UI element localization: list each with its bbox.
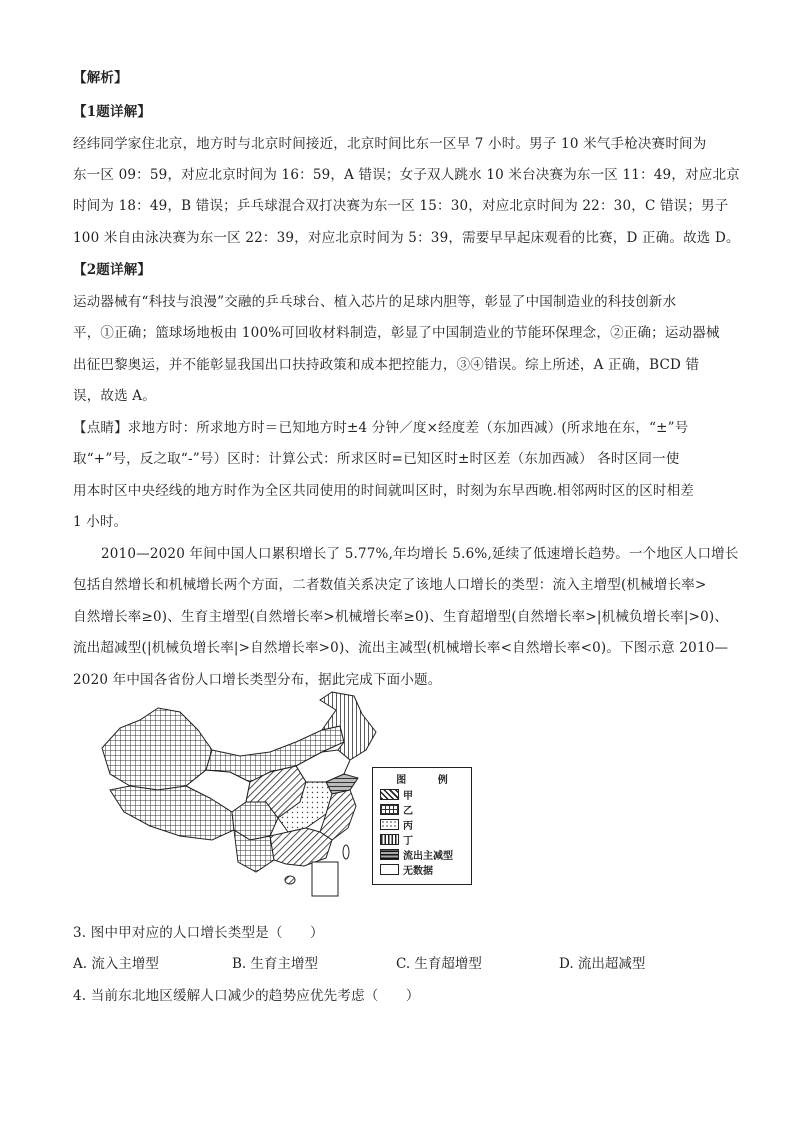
legend-item-ding (380, 834, 413, 845)
material-line-1: 2010—2020 年间中国人口累积增长了 5.77%,年均增长 5.6%,延续了低速增长趋势。一个地区人口增长 (101, 546, 739, 562)
material-line-4: 流出超减型(|机械负增长率|>自然增长率>0)、流出主减型(机械增长率<自然增长率<0)。下图示意 2010— (73, 640, 729, 656)
question-3-stem: 3. 图中甲对应的人口增长类型是（ ） (73, 925, 324, 941)
legend-swatch-bing (380, 819, 399, 830)
question-3-choice-a[interactable]: A. 流入主增型 (73, 956, 159, 972)
question-4-stem: 4. 当前东北地区缓解人口减少的趋势应优先考虑（ ） (73, 988, 420, 1004)
q1-text-line-2: 东一区 09：59，对应北京时间为 16：59，A 错误；女子双人跳水 10 米台决赛为东一区 11：49，对应北京 (73, 167, 740, 183)
map-legend (372, 767, 472, 885)
q2-text-line-3: 出征巴黎奥运，并不能彰显我国出口扶持政策和成本把控能力，③④错误。综上所述，A 正确，BCD 错 (73, 357, 700, 373)
tip-text-line-1: 【点睛】求地方时：所求地方时＝已知地方时±4 分钟／度×经度差（东加西减）(所求地在东，“±”号 (73, 420, 689, 436)
legend-label-bing: 丙 (403, 821, 413, 832)
legend-title: 图 例 (396, 775, 462, 786)
tip-text-line-2: 取“+”号，反之取“-”号）区时：计算公式：所求区时=已知区时±时区差（东加西减） 各时区同一使 (73, 451, 680, 467)
legend-swatch-outflow-decrease (380, 849, 399, 860)
legend-swatch-jia (380, 789, 399, 800)
analysis-heading: 【解析】 (73, 70, 128, 86)
legend-item-outflow-decrease (380, 849, 453, 860)
q2-text-line-2: 平，①正确；篮球场地板由 100%可回收材料制造，彰显了中国制造业的节能环保理念，②正确；运动器械 (73, 325, 720, 341)
legend-item-yi (380, 804, 413, 815)
legend-item-bing (380, 819, 413, 830)
tip-text-line-4: 1 小时。 (73, 514, 128, 530)
legend-label-yi: 乙 (403, 806, 413, 817)
q2-detail-heading: 【2题详解】 (73, 262, 152, 278)
material-line-3: 自然增长率≥0)、生育主增型(自然增长率>机械增长率≥0)、生育超增型(自然增长率>|机械负增长率|>0)、 (73, 609, 729, 625)
legend-label-outflow-decrease: 流出主减型 (403, 851, 453, 862)
legend-label-ding: 丁 (403, 836, 413, 847)
q1-text-line-1: 经纬同学家住北京，地方时与北京时间接近，北京时间比东一区早 7 小时。男子 10 米气手枪决赛时间为 (73, 136, 707, 152)
legend-swatch-ding (380, 834, 399, 845)
material-line-5: 2020 年中国各省份人口增长类型分布，据此完成下面小题。 (73, 672, 442, 688)
question-3-choice-c[interactable]: C. 生育超增型 (396, 956, 482, 972)
legend-item-no-data (380, 864, 433, 875)
legend-label-jia: 甲 (403, 791, 413, 802)
question-3-choice-b[interactable]: B. 生育主增型 (232, 956, 319, 972)
question-3-choice-d[interactable]: D. 流出超减型 (559, 956, 646, 972)
q1-text-line-3: 时间为 18：49，B 错误；乒乓球混合双打决赛为东一区 15：30，对应北京时间为 22：30，C 错误；男子 (73, 198, 729, 214)
q2-text-line-1: 运动器械有“科技与浪漫”交融的乒乓球台、植入芯片的足球内胆等，彰显了中国制造业的科技创新水 (73, 294, 677, 310)
q2-text-line-4: 误，故选 A。 (73, 388, 156, 404)
legend-swatch-no-data (380, 864, 399, 875)
legend-item-jia (380, 789, 413, 800)
legend-label-no-data: 无数据 (403, 866, 433, 877)
q1-text-line-4: 100 米自由泳决赛为东一区 22：39，对应北京时间为 5：39，需要早早起床观看的比赛，D 正确。故选 D。 (73, 230, 740, 246)
tip-text-line-3: 用本时区中央经线的地方时作为全区共同使用的时间就叫区时，时刻为东早西晚.相邻两时区的区时相差 (73, 483, 694, 499)
material-line-2: 包括自然增长和机械增长两个方面，二者数值关系决定了该地人口增长的类型：流入主增型(机械增长率> (73, 577, 707, 593)
legend-swatch-yi (380, 804, 399, 815)
q1-detail-heading: 【1题详解】 (73, 104, 152, 120)
